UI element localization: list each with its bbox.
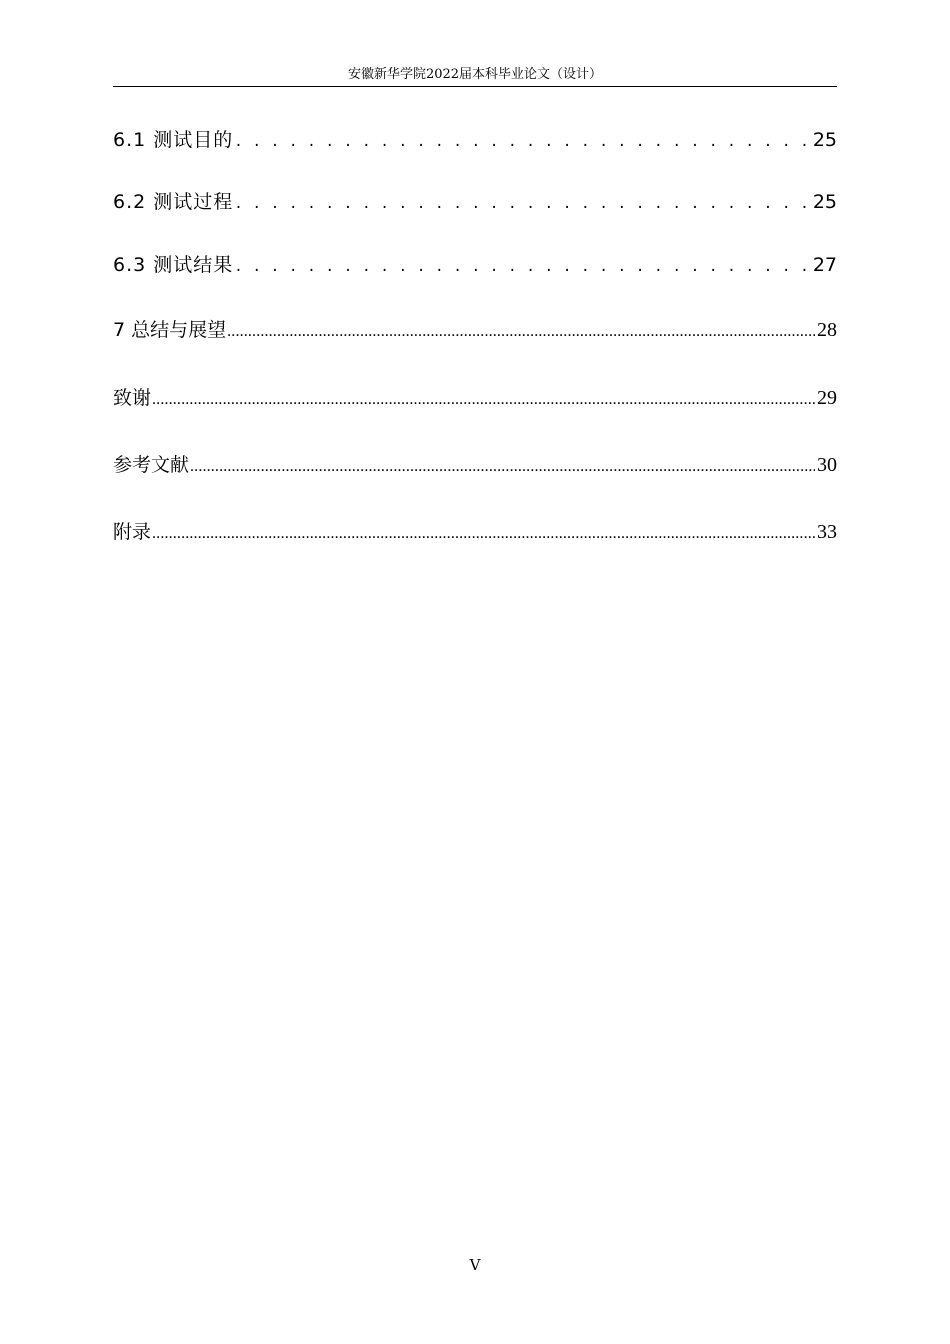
toc-dot-leader — [227, 315, 815, 345]
toc-dot-leader — [152, 383, 815, 413]
toc-entry-page: 33 — [817, 521, 837, 543]
toc-entry-title: 参考文献 — [113, 454, 190, 476]
toc-entry-6-3[interactable] — [113, 250, 837, 280]
toc-entry-6-2[interactable] — [113, 187, 837, 217]
toc-entry-title: 6.3 测试结果 — [113, 254, 234, 276]
toc-entry-title: 附录 — [113, 521, 152, 543]
toc-entry-title: 6.2 测试过程 — [113, 191, 234, 213]
toc-entry-page: 25 — [812, 191, 837, 213]
toc-dot-leader — [234, 250, 811, 280]
toc-entry-6-1[interactable] — [113, 125, 837, 155]
header-rule — [113, 86, 837, 87]
toc-entry-title: 致谢 — [113, 387, 152, 409]
toc-entry-page: 29 — [817, 387, 837, 409]
toc-entry-page: 25 — [812, 129, 837, 151]
toc-entry-chapter-7[interactable] — [113, 315, 837, 345]
toc-entry-page: 27 — [812, 254, 837, 276]
page-number: V — [469, 1256, 481, 1274]
toc-entry-references[interactable] — [113, 450, 837, 480]
toc-entry-title: 7 总结与展望 — [113, 319, 227, 341]
toc-entry-page: 30 — [817, 454, 837, 476]
toc-dot-leader — [152, 517, 815, 547]
running-header: 安徽新华学院2022届本科毕业论文（设计） — [347, 67, 603, 82]
toc-dot-leader — [190, 450, 815, 480]
toc-entry-title: 6.1 测试目的 — [113, 129, 234, 151]
toc-entry-page: 28 — [817, 319, 837, 341]
toc-dot-leader — [234, 187, 811, 217]
toc-dot-leader — [234, 125, 811, 155]
toc-entry-acknowledgements[interactable] — [113, 383, 837, 413]
toc-entry-appendix[interactable] — [113, 517, 837, 547]
